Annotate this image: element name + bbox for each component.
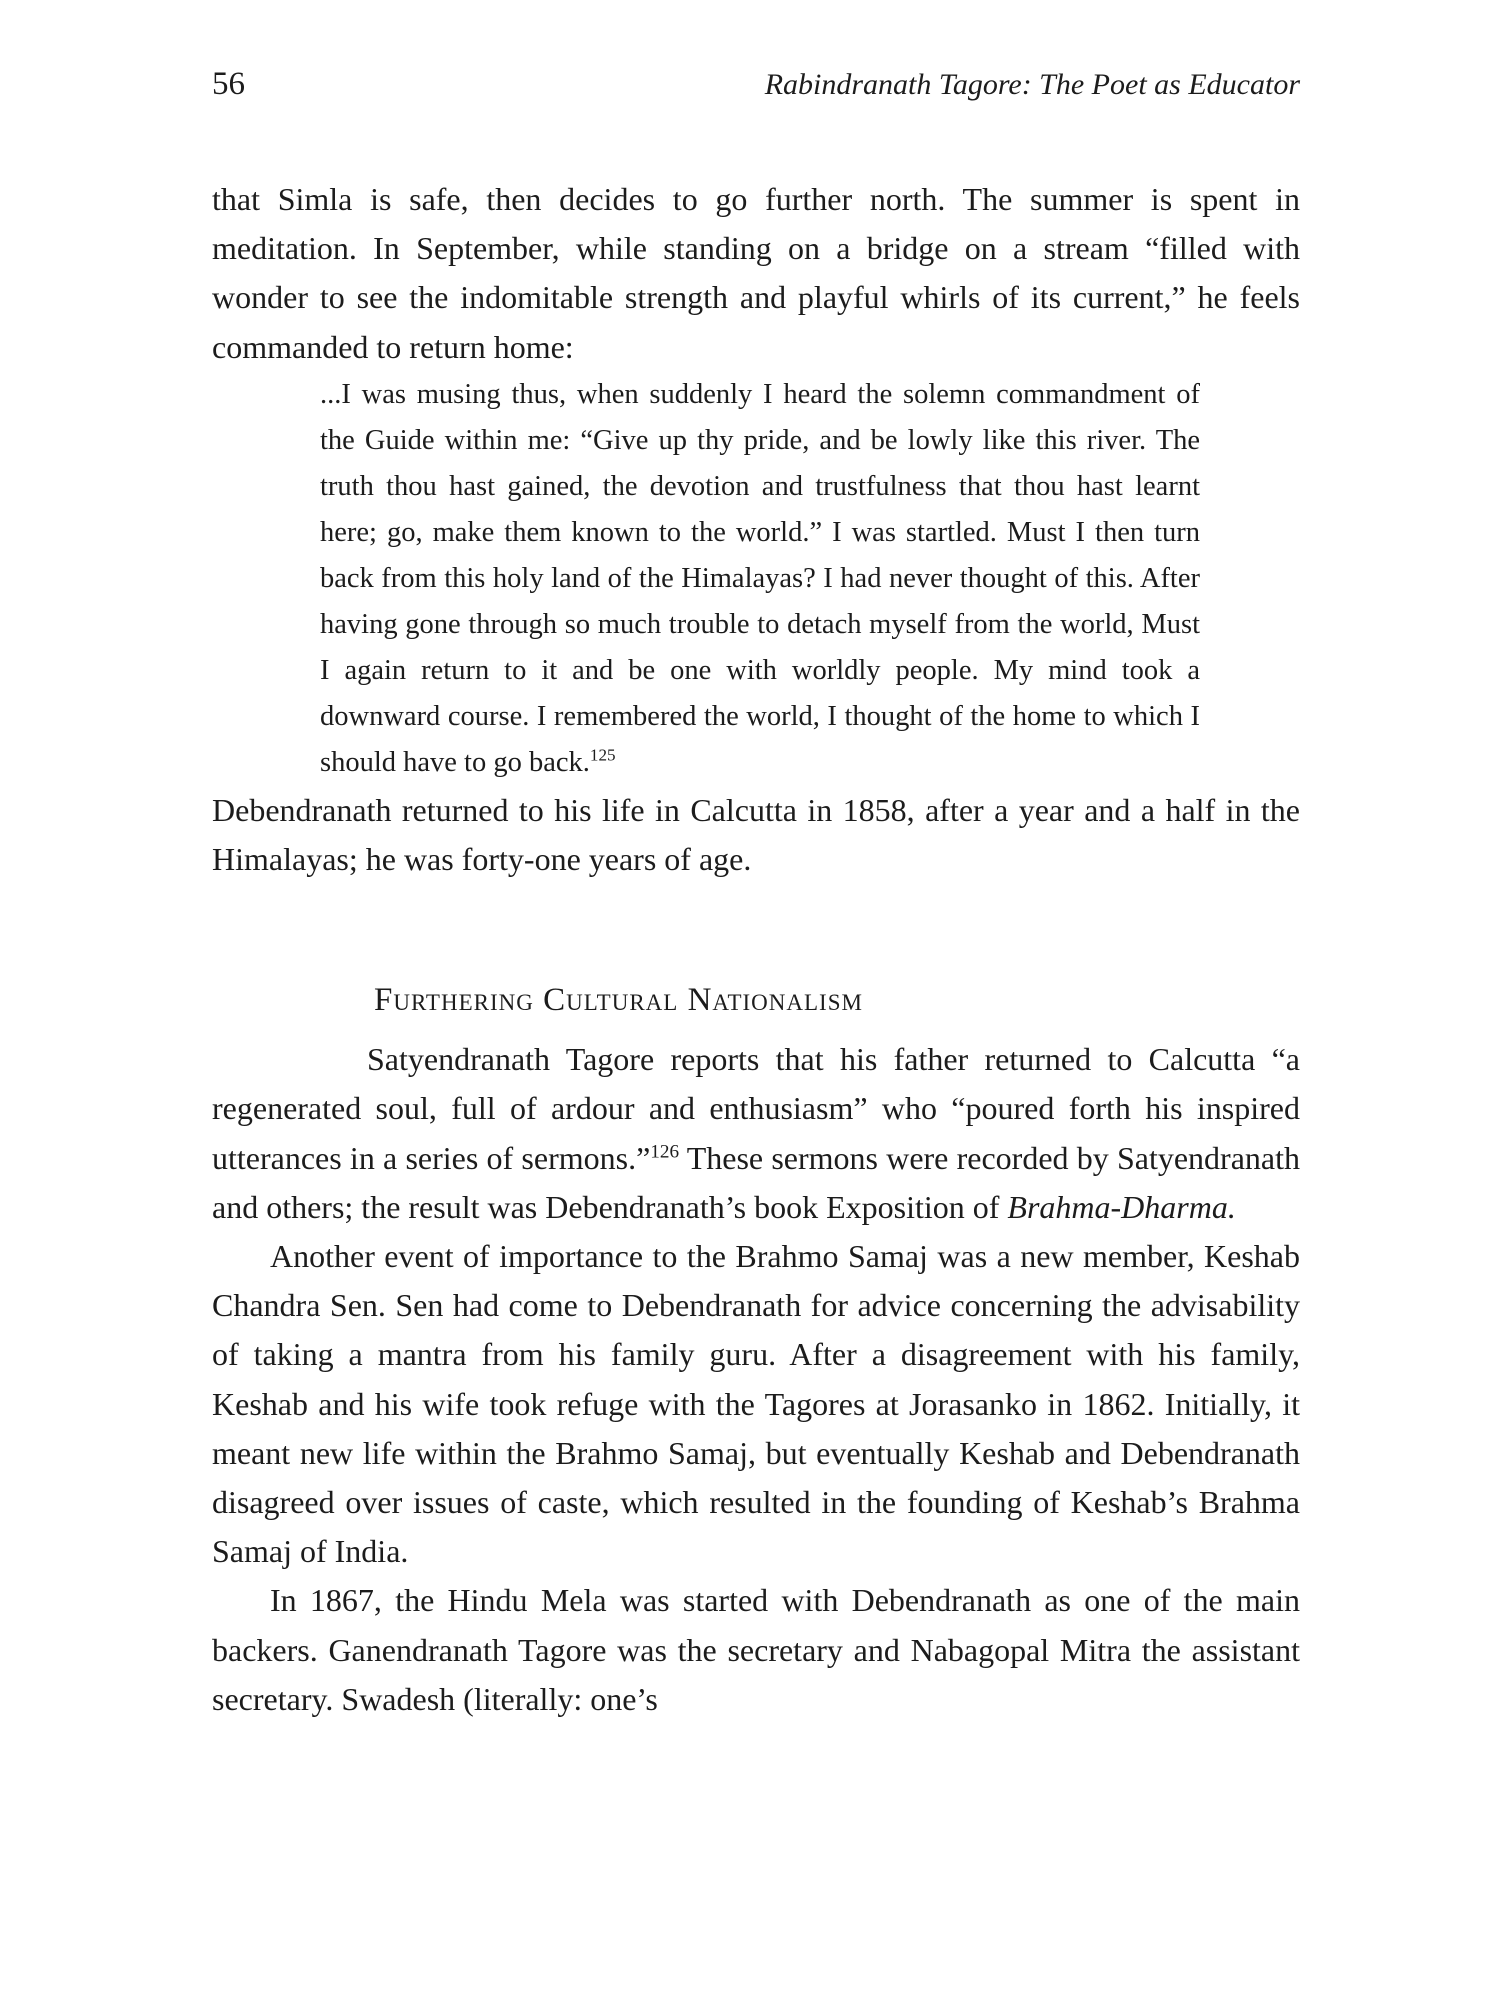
book-title: Brahma-Dharma. — [1007, 1188, 1236, 1225]
quote-text: ...I was musing thus, when suddenly I heard the solemn commandment of the Guide within me: “Give up thy pride, and be lowly like this river. The truth thou hast gained, the devotion and trustfulness that thou hast learnt here; go, make them known to the world.” I was startled. Must I then turn back from this holy land of the Himalayas? I had never thought of this. After having gone through so much trouble to detach myself from the world, Must I again return to it and be one with worldly people. My mind took a downward course. I remembered the world, I thought of the home to which I should have to go back. — [320, 378, 1200, 778]
block-quote — [320, 372, 1200, 786]
paragraph-3 — [212, 1035, 1300, 1232]
paragraph-3-text-a: Satyendranath Tagore reports that his father returned to Calcutta “a regenerated soul, full of ardour and enthusiasm” who “poured forth his inspired utterances in a series of sermons.” — [212, 1041, 1300, 1176]
paragraph-1: that Simla is safe, then decides to go further north. The summer is spent in meditation. In September, while standing on a bridge on a stream “filled with wonder to see the indomitable strength and playful whirls of its current,” he feels commanded to return home: — [212, 181, 1300, 365]
paragraph-2: Debendranath returned to his life in Calcutta in 1858, after a year and a half in the Himalayas; he was forty-one years of age. — [212, 791, 1300, 878]
page-number: 56 — [212, 66, 245, 102]
running-head: Rabindranath Tagore: The Poet as Educator — [764, 68, 1300, 101]
paragraph-4: Another event of importance to the Brahmo Samaj was a new member, Keshab Chandra Sen. Sen had come to Debendranath for advice concerning the advisability of taking a mantra from his family guru. After a disagreement with his family, Keshab and his wife took refuge with the Tagores at Jorasanko in 1862. Initially, it meant new life within the Brahmo Samaj, but eventually Keshab and Debendranath disagreed over issues of caste, which resulted in the founding of Keshab’s Brahma Samaj of India. — [212, 1238, 1300, 1570]
body-text — [212, 175, 1300, 1724]
page-header — [212, 66, 1300, 106]
footnote-ref-126: 126 — [650, 1140, 680, 1162]
section-heading: Furthering Cultural Nationalism — [374, 982, 863, 1019]
footnote-ref-125: 125 — [589, 745, 616, 765]
paragraph-3-text-b: These sermons were recorded by Satyendranath and others; the result was Debendranath’s book Exposition of — [212, 1139, 1301, 1225]
paragraph-5: In 1867, the Hindu Mela was started with Debendranath as one of the main backers. Ganendranath Tagore was the secretary and Nabagopal Mitra the assistant secretary. Swadesh (literally: one’s — [212, 1582, 1300, 1717]
